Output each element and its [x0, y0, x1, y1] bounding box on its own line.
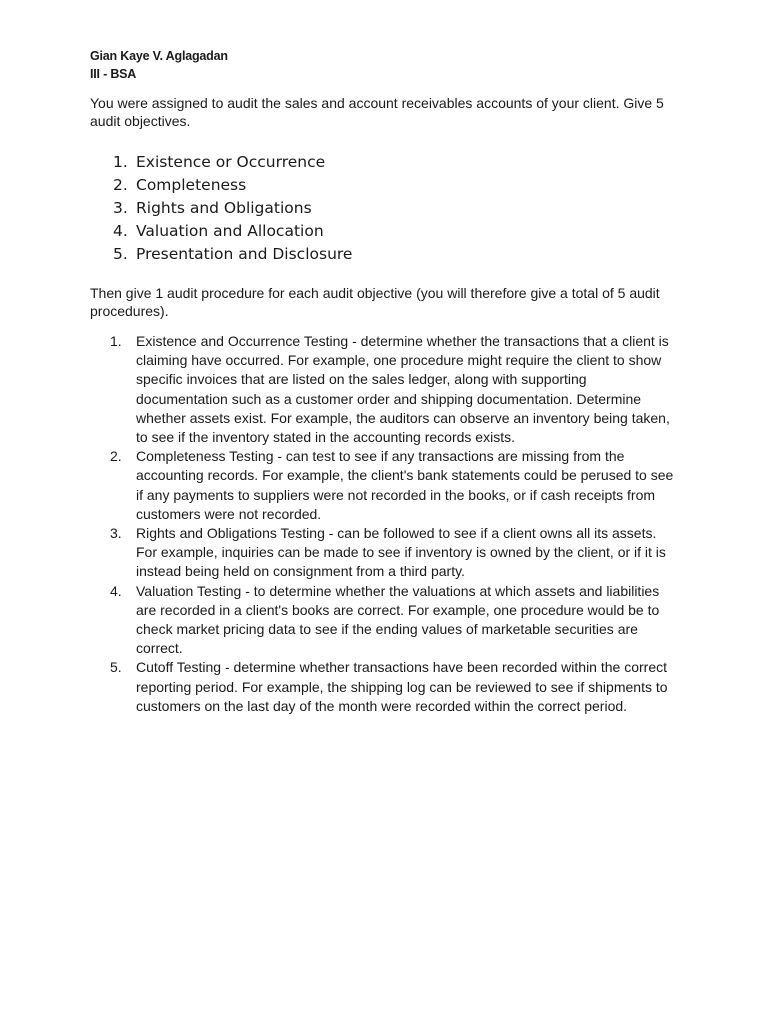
- item-number: 2.: [110, 448, 122, 465]
- item-number: 5.: [113, 245, 128, 263]
- author-header: [90, 47, 228, 83]
- procedures-list: [110, 332, 680, 716]
- list-item: [113, 151, 352, 174]
- item-text: Cutoff Testing - determine whether transactions have been recorded within the correct reporting period. For example, the shipping log can be reviewed to see if shipments to customers on the last day of the month were recorded within the correct period.: [136, 659, 668, 714]
- item-text: Completeness Testing - can test to see if any transactions are missing from the accounting records. For example, the client's bank statements could be perused to see if any payments to suppliers were not recorded in the books, or if cash receipts from customers were not recorded.: [136, 448, 674, 522]
- objectives-list: [113, 151, 352, 266]
- author-name: Gian Kaye V. Aglagadan: [90, 49, 228, 63]
- item-text: Rights and Obligations Testing - can be followed to see if a client owns all its assets. For example, inquiries can be made to see if inventory is owned by the client, or if it is instead being held on consignment from a third party.: [136, 525, 666, 580]
- item-number: 3.: [113, 199, 128, 217]
- author-section: III - BSA: [90, 67, 137, 81]
- item-text: Existence or Occurrence: [136, 153, 326, 171]
- item-text: Valuation and Allocation: [136, 222, 324, 240]
- question-objectives: You were assigned to audit the sales and account receivables accounts of your client. Give 5 audit objectives.: [90, 95, 664, 129]
- list-item: [113, 197, 352, 220]
- item-number: 5.: [110, 659, 122, 676]
- item-text: Valuation Testing - to determine whether the valuations at which assets and liabilities are recorded in a client's books are correct. For example, one procedure would be to check market pricing data to see if the ending values of marketable securities are correct.: [136, 582, 660, 657]
- item-number: 1.: [110, 333, 122, 349]
- item-number: 4.: [113, 222, 128, 240]
- list-item: [110, 447, 680, 524]
- list-item: [110, 524, 680, 582]
- list-item: [110, 658, 680, 716]
- item-text: Rights and Obligations: [136, 199, 312, 217]
- item-number: 4.: [110, 582, 122, 599]
- list-item: [110, 582, 680, 659]
- question-procedures: Then give 1 audit procedure for each audit objective (you will therefore give a total of 5 audit procedures).: [90, 285, 660, 319]
- item-number: 3.: [110, 525, 122, 542]
- item-number: 1.: [113, 153, 128, 171]
- item-number: 2.: [113, 176, 128, 194]
- list-item: [110, 332, 680, 447]
- item-text: Existence and Occurrence Testing - determine whether the transactions that a client is claiming have occurred. For example, one procedure might require the client to show specific invoices that are listed on the sales ledger, along with supporting documentation such as a customer order and shipping documentation. Determine whether assets exist. For example, the auditors can observe an inventory being taken, to see if the inventory stated in the accounting records exists.: [136, 333, 670, 446]
- item-text: Presentation and Disclosure: [136, 245, 353, 263]
- list-item: [113, 174, 352, 197]
- item-text: Completeness: [136, 176, 247, 194]
- list-item: [113, 220, 352, 243]
- list-item: [113, 243, 352, 266]
